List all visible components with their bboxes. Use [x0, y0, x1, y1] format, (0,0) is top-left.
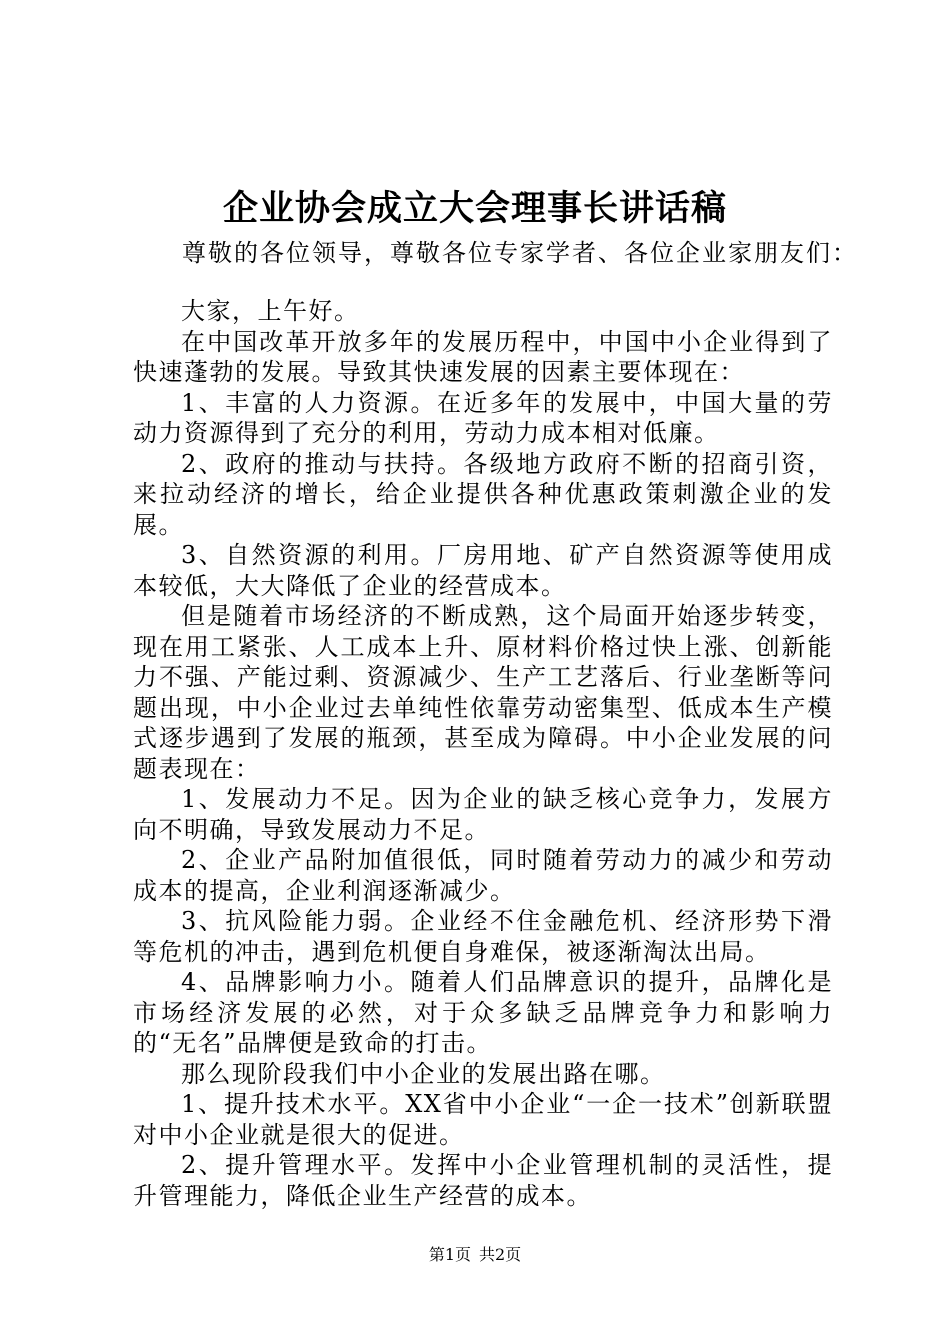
paragraph: 4、品牌影响力小。随着人们品牌意识的提升，品牌化是市场经济发展的必然，对于众多缺乏品牌竞争力和影响力的“无名”品牌便是致命的打击。	[133, 968, 833, 1057]
paragraph: 但是随着市场经济的不断成熟，这个局面开始逐步转变，现在用工紧张、人工成本上升、原材料价格过快上涨、创新能力不强、产能过剩、资源减少、生产工艺落后、行业垄断等问题出现，中小企业过去单纯性依靠劳动密集型、低成本生产模式逐步遇到了发展的瓶颈，甚至成为障碍。中小企业发展的问题表现在：	[133, 602, 833, 783]
paragraph: 3、抗风险能力弱。企业经不住金融危机、经济形势下滑等危机的冲击，遇到危机便自身难保，被逐渐淘汰出局。	[133, 907, 833, 966]
paragraph: 1、发展动力不足。因为企业的缺乏核心竞争力，发展方向不明确，导致发展动力不足。	[133, 785, 833, 844]
paragraph: 那么现阶段我们中小企业的发展出路在哪。	[181, 1059, 666, 1088]
page-footer	[0, 1244, 950, 1266]
paragraph: 在中国改革开放多年的发展历程中，中国中小企业得到了快速蓬勃的发展。导致其快速发展的因素主要体现在：	[133, 327, 833, 386]
document-title: 企业协会成立大会理事长讲话稿	[222, 188, 727, 229]
paragraph: 2、企业产品附加值很低，同时随着劳动力的减少和劳动成本的提高，企业利润逐渐减少。	[133, 846, 833, 905]
salutation: 尊敬的各位领导，尊敬各位专家学者、各位企业家朋友们：	[182, 239, 858, 267]
document-body	[133, 296, 833, 1211]
paragraph: 1、提升技术水平。XX省中小企业“一企一技术”创新联盟对中小企业就是很大的促进。	[133, 1090, 833, 1149]
page-total: 共2页	[479, 1245, 522, 1264]
page-number: 第1页	[428, 1245, 471, 1264]
paragraph: 3、自然资源的利用。厂房用地、矿产自然资源等使用成本较低，大大降低了企业的经营成本。	[133, 541, 833, 600]
paragraph: 1、丰富的人力资源。在近多年的发展中，中国大量的劳动力资源得到了充分的利用，劳动力成本相对低廉。	[133, 388, 833, 447]
paragraph: 大家，上午好。	[181, 297, 360, 325]
paragraph: 2、提升管理水平。发挥中小企业管理机制的灵活性，提升管理能力，降低企业生产经营的成本。	[133, 1151, 833, 1210]
paragraph: 2、政府的推动与扶持。各级地方政府不断的招商引资，来拉动经济的增长，给企业提供各种优惠政策刺激企业的发展。	[133, 449, 833, 539]
